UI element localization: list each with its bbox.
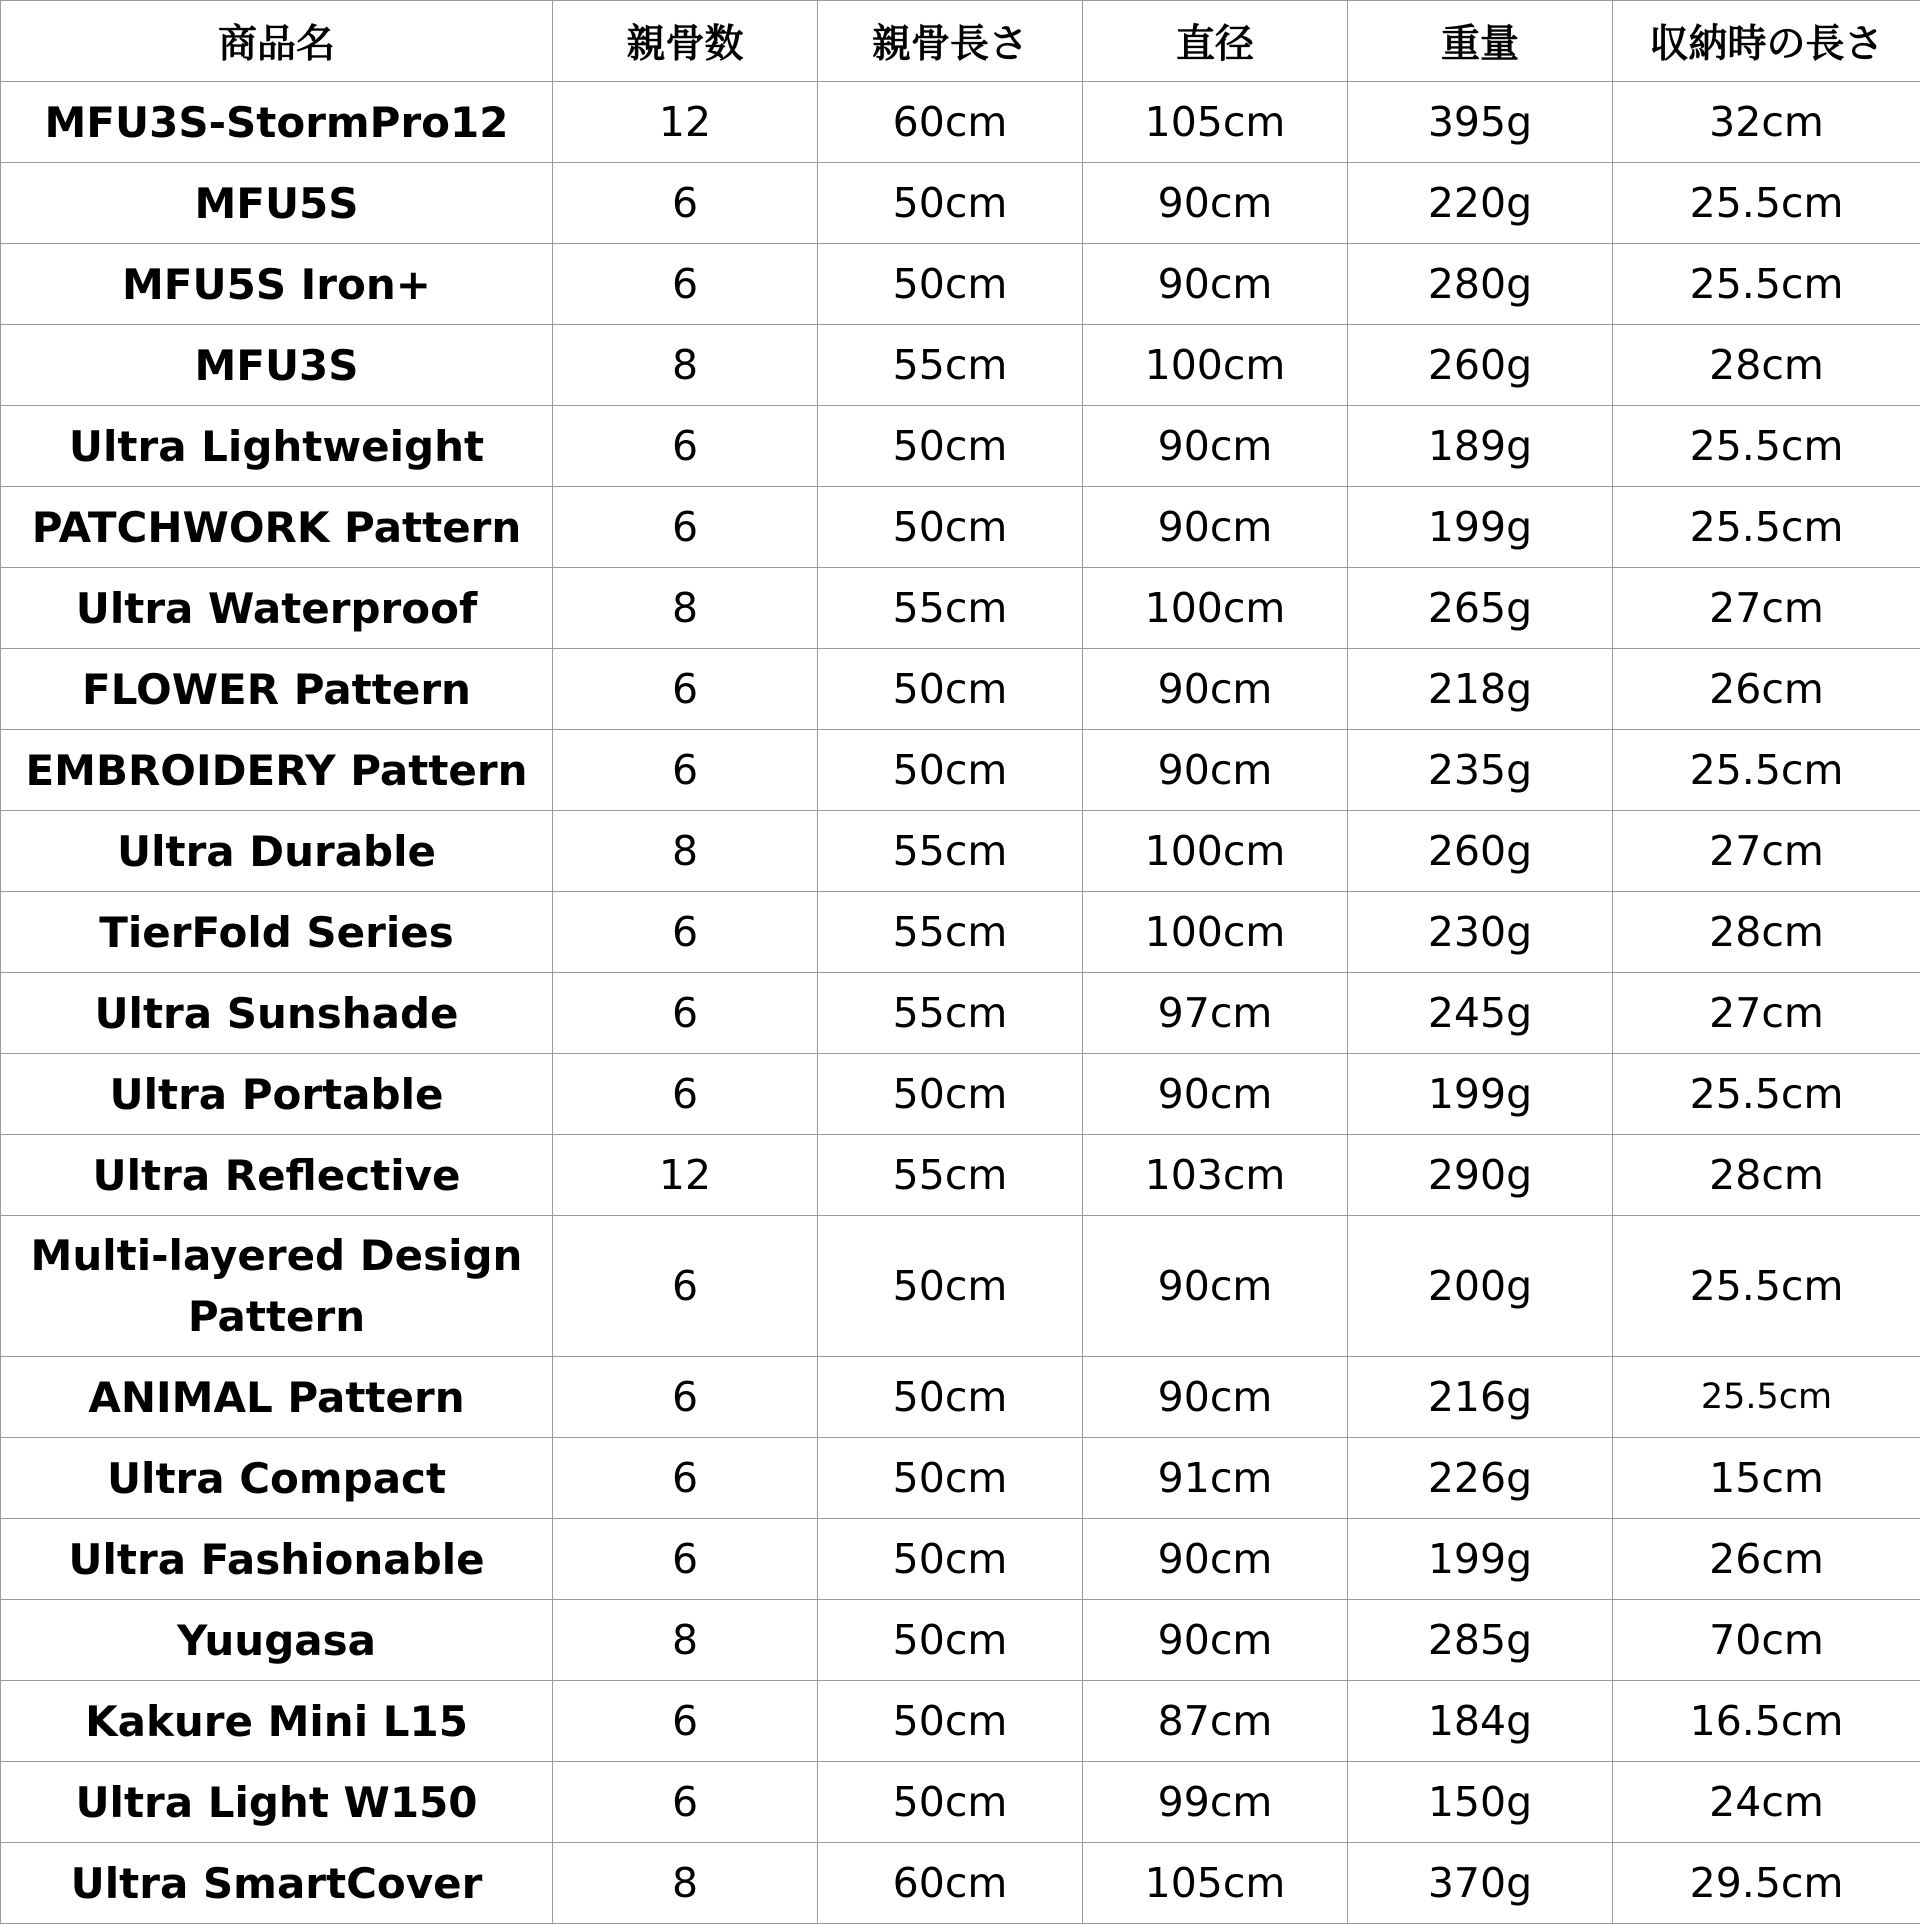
weight-cell: 285g [1348, 1600, 1613, 1681]
product-name-cell: ANIMAL Pattern [1, 1357, 553, 1438]
folded-length-cell: 25.5cm [1613, 1357, 1920, 1438]
table-row [1, 1600, 1920, 1681]
product-name-cell: Yuugasa [1, 1600, 553, 1681]
rib-length-cell: 55cm [818, 973, 1083, 1054]
weight-cell: 200g [1348, 1216, 1613, 1357]
product-name-cell: MFU3S-StormPro12 [1, 82, 553, 163]
folded-length-cell: 25.5cm [1613, 163, 1920, 244]
header-weight: 重量 [1348, 1, 1613, 82]
folded-length-cell: 25.5cm [1613, 244, 1920, 325]
rib-count-cell: 8 [553, 568, 818, 649]
folded-length-cell: 27cm [1613, 973, 1920, 1054]
product-name-cell: PATCHWORK Pattern [1, 487, 553, 568]
rib-length-cell: 50cm [818, 730, 1083, 811]
rib-count-cell: 6 [553, 1438, 818, 1519]
diameter-cell: 100cm [1083, 892, 1348, 973]
header-product-name: 商品名 [1, 1, 553, 82]
table-row [1, 1843, 1920, 1924]
rib-length-cell: 50cm [818, 1762, 1083, 1843]
folded-length-cell: 26cm [1613, 649, 1920, 730]
diameter-cell: 90cm [1083, 406, 1348, 487]
rib-count-cell: 12 [553, 82, 818, 163]
weight-cell: 199g [1348, 1519, 1613, 1600]
weight-cell: 265g [1348, 568, 1613, 649]
product-name-cell: Multi-layered Design Pattern [1, 1216, 553, 1357]
rib-length-cell: 50cm [818, 406, 1083, 487]
table-row [1, 1438, 1920, 1519]
diameter-cell: 87cm [1083, 1681, 1348, 1762]
rib-count-cell: 6 [553, 1762, 818, 1843]
table-row [1, 487, 1920, 568]
rib-count-cell: 8 [553, 325, 818, 406]
table-body [1, 82, 1920, 1924]
table-row [1, 730, 1920, 811]
table-row [1, 1762, 1920, 1843]
product-name-cell: MFU3S [1, 325, 553, 406]
table-row [1, 1681, 1920, 1762]
product-name-cell: EMBROIDERY Pattern [1, 730, 553, 811]
header-folded-length: 収納時の長さ [1613, 1, 1920, 82]
rib-count-cell: 6 [553, 1216, 818, 1357]
folded-length-cell: 28cm [1613, 1135, 1920, 1216]
folded-length-cell: 26cm [1613, 1519, 1920, 1600]
rib-length-cell: 55cm [818, 568, 1083, 649]
weight-cell: 199g [1348, 1054, 1613, 1135]
diameter-cell: 90cm [1083, 244, 1348, 325]
product-name-cell: Ultra Compact [1, 1438, 553, 1519]
table-row [1, 568, 1920, 649]
rib-count-cell: 6 [553, 730, 818, 811]
folded-length-cell: 15cm [1613, 1438, 1920, 1519]
diameter-cell: 90cm [1083, 487, 1348, 568]
rib-length-cell: 55cm [818, 1135, 1083, 1216]
product-name-cell: Ultra Fashionable [1, 1519, 553, 1600]
table-row [1, 1054, 1920, 1135]
table-row [1, 163, 1920, 244]
table-row [1, 1357, 1920, 1438]
rib-count-cell: 6 [553, 244, 818, 325]
diameter-cell: 105cm [1083, 82, 1348, 163]
weight-cell: 395g [1348, 82, 1613, 163]
diameter-cell: 90cm [1083, 163, 1348, 244]
weight-cell: 199g [1348, 487, 1613, 568]
rib-length-cell: 50cm [818, 1438, 1083, 1519]
weight-cell: 220g [1348, 163, 1613, 244]
folded-length-cell: 28cm [1613, 892, 1920, 973]
folded-length-cell: 29.5cm [1613, 1843, 1920, 1924]
diameter-cell: 100cm [1083, 325, 1348, 406]
rib-length-cell: 60cm [818, 1843, 1083, 1924]
product-name-cell: MFU5S Iron+ [1, 244, 553, 325]
diameter-cell: 103cm [1083, 1135, 1348, 1216]
product-name-cell: Ultra Reflective [1, 1135, 553, 1216]
diameter-cell: 99cm [1083, 1762, 1348, 1843]
table-row [1, 892, 1920, 973]
rib-length-cell: 50cm [818, 487, 1083, 568]
diameter-cell: 90cm [1083, 1600, 1348, 1681]
product-name-cell: Ultra Durable [1, 811, 553, 892]
weight-cell: 189g [1348, 406, 1613, 487]
folded-length-cell: 28cm [1613, 325, 1920, 406]
diameter-cell: 90cm [1083, 1216, 1348, 1357]
weight-cell: 260g [1348, 811, 1613, 892]
diameter-cell: 90cm [1083, 1357, 1348, 1438]
diameter-cell: 90cm [1083, 1519, 1348, 1600]
product-name-cell: Ultra Lightweight [1, 406, 553, 487]
weight-cell: 245g [1348, 973, 1613, 1054]
rib-count-cell: 8 [553, 1843, 818, 1924]
weight-cell: 235g [1348, 730, 1613, 811]
folded-length-cell: 32cm [1613, 82, 1920, 163]
weight-cell: 218g [1348, 649, 1613, 730]
diameter-cell: 100cm [1083, 568, 1348, 649]
rib-length-cell: 50cm [818, 163, 1083, 244]
rib-count-cell: 6 [553, 892, 818, 973]
rib-length-cell: 50cm [818, 1681, 1083, 1762]
rib-length-cell: 55cm [818, 811, 1083, 892]
diameter-cell: 100cm [1083, 811, 1348, 892]
diameter-cell: 90cm [1083, 730, 1348, 811]
rib-count-cell: 6 [553, 973, 818, 1054]
table-row [1, 973, 1920, 1054]
rib-count-cell: 12 [553, 1135, 818, 1216]
weight-cell: 290g [1348, 1135, 1613, 1216]
rib-count-cell: 6 [553, 1054, 818, 1135]
product-name-cell: FLOWER Pattern [1, 649, 553, 730]
folded-length-cell: 27cm [1613, 811, 1920, 892]
table-row [1, 325, 1920, 406]
folded-length-cell: 27cm [1613, 568, 1920, 649]
folded-length-cell: 25.5cm [1613, 1054, 1920, 1135]
header-row [1, 1, 1920, 82]
rib-length-cell: 60cm [818, 82, 1083, 163]
rib-length-cell: 50cm [818, 1519, 1083, 1600]
rib-length-cell: 50cm [818, 649, 1083, 730]
table-row [1, 1519, 1920, 1600]
weight-cell: 230g [1348, 892, 1613, 973]
rib-count-cell: 6 [553, 1681, 818, 1762]
rib-count-cell: 6 [553, 649, 818, 730]
weight-cell: 260g [1348, 325, 1613, 406]
rib-count-cell: 8 [553, 811, 818, 892]
rib-length-cell: 55cm [818, 325, 1083, 406]
product-name-cell: MFU5S [1, 163, 553, 244]
weight-cell: 184g [1348, 1681, 1613, 1762]
rib-count-cell: 6 [553, 406, 818, 487]
rib-length-cell: 50cm [818, 1357, 1083, 1438]
folded-length-cell: 16.5cm [1613, 1681, 1920, 1762]
weight-cell: 216g [1348, 1357, 1613, 1438]
table-row [1, 649, 1920, 730]
folded-length-cell: 70cm [1613, 1600, 1920, 1681]
product-name-cell: Ultra Waterproof [1, 568, 553, 649]
weight-cell: 280g [1348, 244, 1613, 325]
header-diameter: 直径 [1083, 1, 1348, 82]
diameter-cell: 90cm [1083, 1054, 1348, 1135]
weight-cell: 370g [1348, 1843, 1613, 1924]
rib-count-cell: 6 [553, 1519, 818, 1600]
table-row [1, 1216, 1920, 1357]
folded-length-cell: 25.5cm [1613, 730, 1920, 811]
product-name-cell: Ultra Light W150 [1, 1762, 553, 1843]
weight-cell: 150g [1348, 1762, 1613, 1843]
product-name-cell: Ultra Sunshade [1, 973, 553, 1054]
diameter-cell: 90cm [1083, 649, 1348, 730]
weight-cell: 226g [1348, 1438, 1613, 1519]
table-row [1, 244, 1920, 325]
product-name-cell: TierFold Series [1, 892, 553, 973]
folded-length-cell: 24cm [1613, 1762, 1920, 1843]
folded-length-cell: 25.5cm [1613, 406, 1920, 487]
product-name-cell: Ultra SmartCover [1, 1843, 553, 1924]
rib-count-cell: 8 [553, 1600, 818, 1681]
rib-count-cell: 6 [553, 163, 818, 244]
rib-count-cell: 6 [553, 487, 818, 568]
table-header [1, 1, 1920, 82]
header-rib-count: 親骨数 [553, 1, 818, 82]
product-name-cell: Ultra Portable [1, 1054, 553, 1135]
table-row [1, 1135, 1920, 1216]
diameter-cell: 91cm [1083, 1438, 1348, 1519]
folded-length-cell: 25.5cm [1613, 1216, 1920, 1357]
folded-length-cell: 25.5cm [1613, 487, 1920, 568]
table-row [1, 406, 1920, 487]
diameter-cell: 105cm [1083, 1843, 1348, 1924]
rib-length-cell: 55cm [818, 892, 1083, 973]
table-row [1, 811, 1920, 892]
header-rib-length: 親骨長さ [818, 1, 1083, 82]
rib-length-cell: 50cm [818, 1054, 1083, 1135]
table-row [1, 82, 1920, 163]
product-name-cell: Kakure Mini L15 [1, 1681, 553, 1762]
diameter-cell: 97cm [1083, 973, 1348, 1054]
rib-length-cell: 50cm [818, 1600, 1083, 1681]
rib-length-cell: 50cm [818, 244, 1083, 325]
rib-length-cell: 50cm [818, 1216, 1083, 1357]
rib-count-cell: 6 [553, 1357, 818, 1438]
